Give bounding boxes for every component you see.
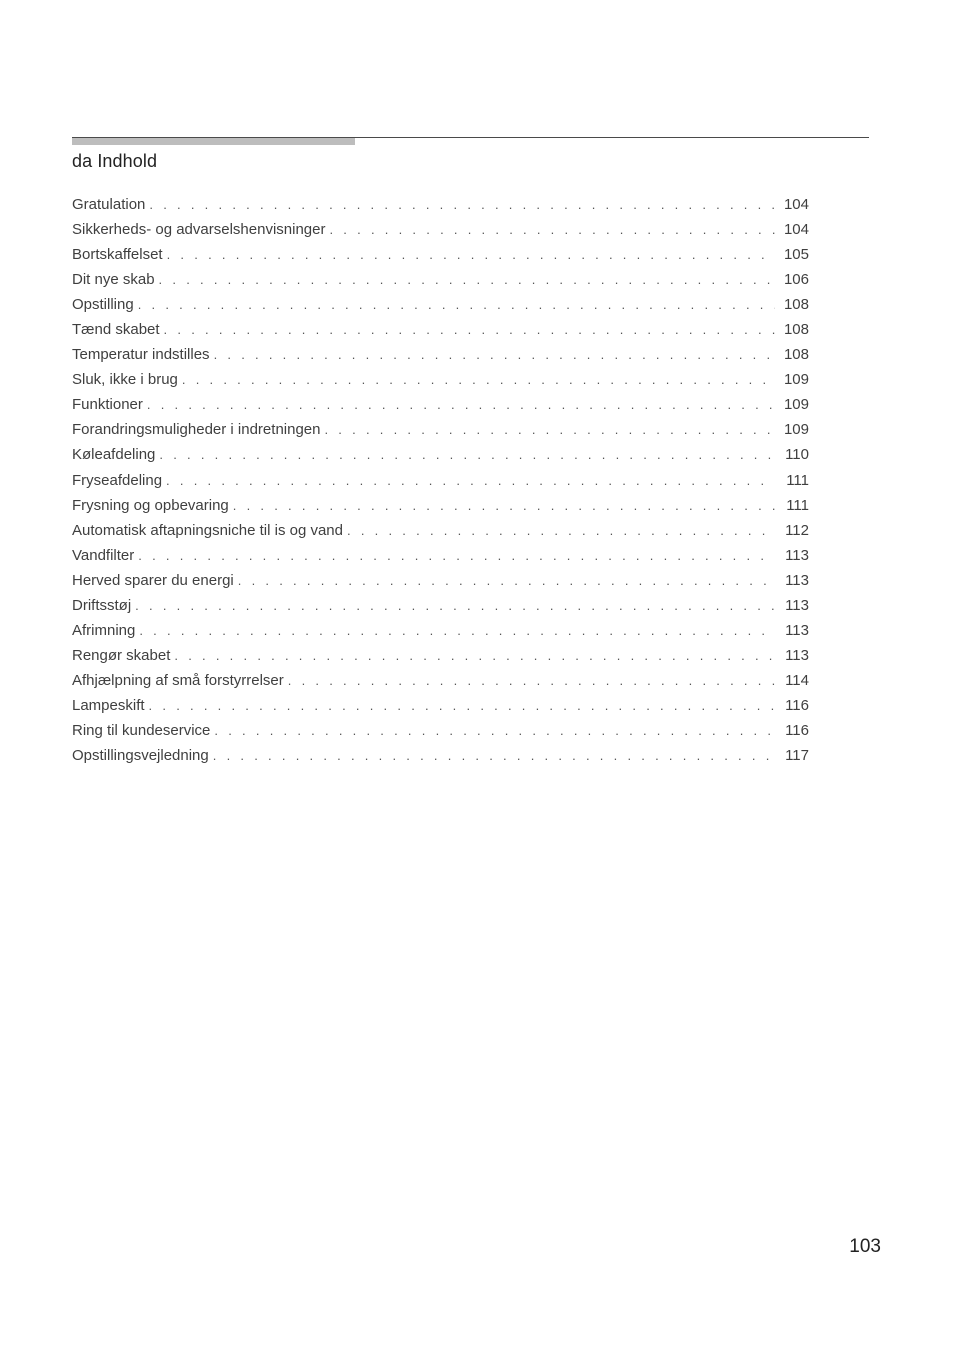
toc-leader-dots: [324, 422, 775, 437]
toc-entry[interactable]: [72, 497, 809, 522]
toc-entry-page: 105: [783, 246, 809, 264]
toc-entry-title: Temperatur indstilles: [72, 346, 210, 364]
toc-leader-dots: [166, 473, 775, 488]
toc-entry-page: 106: [783, 271, 809, 289]
toc-leader-dots: [135, 598, 775, 613]
toc-entry-page: 108: [783, 321, 809, 339]
toc-entry-page: 104: [783, 221, 809, 239]
toc-leader-dots: [238, 573, 775, 588]
toc-entry-title: Herved sparer du energi: [72, 571, 234, 589]
toc-entry-page: 110: [785, 446, 809, 464]
toc-entry[interactable]: [72, 346, 809, 371]
toc-entry[interactable]: [72, 321, 809, 346]
toc-entry[interactable]: [72, 246, 809, 271]
toc-entry-title: Rengør skabet: [72, 646, 171, 664]
toc-entry-page: 113: [785, 596, 809, 614]
toc-leader-dots: [147, 397, 775, 412]
toc-entry-title: Sluk, ikke i brug: [72, 371, 178, 389]
toc-entry[interactable]: [72, 196, 809, 221]
toc-entry[interactable]: [72, 296, 809, 321]
toc-entry[interactable]: [72, 446, 809, 471]
toc-entry[interactable]: [72, 597, 809, 622]
toc-entry-title: Afhjælpning af små forstyrrelser: [72, 671, 284, 689]
toc-entry-title: Opstillingsvejledning: [72, 747, 209, 765]
toc-entry[interactable]: [72, 396, 809, 421]
page-title: da Indhold: [72, 151, 158, 171]
toc-entry[interactable]: [72, 747, 809, 772]
toc-entry-title: Dit nye skab: [72, 271, 155, 289]
toc-entry[interactable]: [72, 572, 809, 597]
toc-entry-title: Tænd skabet: [72, 321, 160, 339]
toc-entry-title: Automatisk aftapningsniche til is og vand: [72, 521, 343, 539]
toc-entry-title: Sikkerheds- og advarselshenvisninger: [72, 221, 326, 239]
toc-entry[interactable]: [72, 697, 809, 722]
toc-entry-page: 114: [785, 671, 809, 689]
toc-entry-page: 108: [783, 346, 809, 364]
toc-entry[interactable]: [72, 672, 809, 697]
toc-entry-page: 111: [786, 471, 809, 489]
toc-entry[interactable]: [72, 647, 809, 672]
toc-leader-dots: [138, 297, 775, 312]
toc-entry-page: 116: [785, 721, 809, 739]
toc-entry-title: Driftsstøj: [72, 596, 132, 614]
toc-entry-title: Bortskaffelset: [72, 246, 163, 264]
toc-leader-dots: [139, 623, 775, 638]
toc-entry[interactable]: [72, 522, 809, 547]
toc-leader-dots: [149, 197, 775, 212]
toc-entry-title: Køleafdeling: [72, 446, 156, 464]
toc-entry[interactable]: [72, 371, 809, 396]
toc-leader-dots: [164, 322, 775, 337]
toc-leader-dots: [214, 347, 775, 362]
toc-leader-dots: [167, 247, 775, 262]
toc-entry-page: 109: [783, 421, 809, 439]
toc-leader-dots: [159, 447, 775, 462]
toc-entry[interactable]: [72, 472, 809, 497]
toc-leader-dots: [213, 748, 775, 763]
toc-entry-page: 117: [785, 747, 809, 765]
toc-entry[interactable]: [72, 271, 809, 296]
toc-entry[interactable]: [72, 622, 809, 647]
toc-leader-dots: [159, 272, 775, 287]
toc-entry-page: 112: [785, 521, 809, 539]
toc-entry-title: Forandringsmuligheder i indretningen: [72, 421, 321, 439]
toc-leader-dots: [138, 548, 775, 563]
toc-entry-page: 108: [783, 296, 809, 314]
toc-entry-page: 113: [785, 646, 809, 664]
toc-entry-page: 113: [785, 571, 809, 589]
toc-entry[interactable]: [72, 722, 809, 747]
toc-entry[interactable]: [72, 547, 809, 572]
toc-entry-page: 113: [785, 621, 809, 639]
toc-entry[interactable]: [72, 421, 809, 446]
toc-entry-page: 113: [785, 546, 809, 564]
toc-leader-dots: [329, 222, 775, 237]
toc-leader-dots: [214, 723, 775, 738]
toc-entry-page: 104: [783, 196, 809, 213]
toc-entry-page: 109: [783, 396, 809, 414]
toc-leader-dots: [149, 698, 775, 713]
toc-entry-title: Gratulation: [72, 196, 146, 213]
toc-entry-page: 116: [785, 696, 809, 714]
toc-leader-dots: [174, 648, 775, 663]
toc-leader-dots: [233, 498, 775, 513]
toc-entry-title: Fryseafdeling: [72, 471, 163, 489]
toc-entry-title: Lampeskift: [72, 696, 145, 714]
toc-entry-title: Ring til kundeservice: [72, 721, 211, 739]
table-of-contents: [72, 196, 809, 772]
toc-entry-title: Afrimning: [72, 621, 136, 639]
page-number: 103: [849, 1236, 881, 1257]
toc-entry-title: Opstilling: [72, 296, 134, 314]
toc-entry-title: Funktioner: [72, 396, 143, 414]
toc-entry-title: Vandfilter: [72, 546, 135, 564]
header-accent-bar: [72, 138, 355, 145]
toc-entry-page: 109: [783, 371, 809, 389]
toc-leader-dots: [288, 673, 775, 688]
toc-leader-dots: [347, 523, 775, 538]
toc-entry-title: Frysning og opbevaring: [72, 496, 229, 514]
toc-entry-page: 111: [786, 496, 809, 514]
toc-leader-dots: [182, 372, 775, 387]
toc-entry[interactable]: [72, 221, 809, 246]
